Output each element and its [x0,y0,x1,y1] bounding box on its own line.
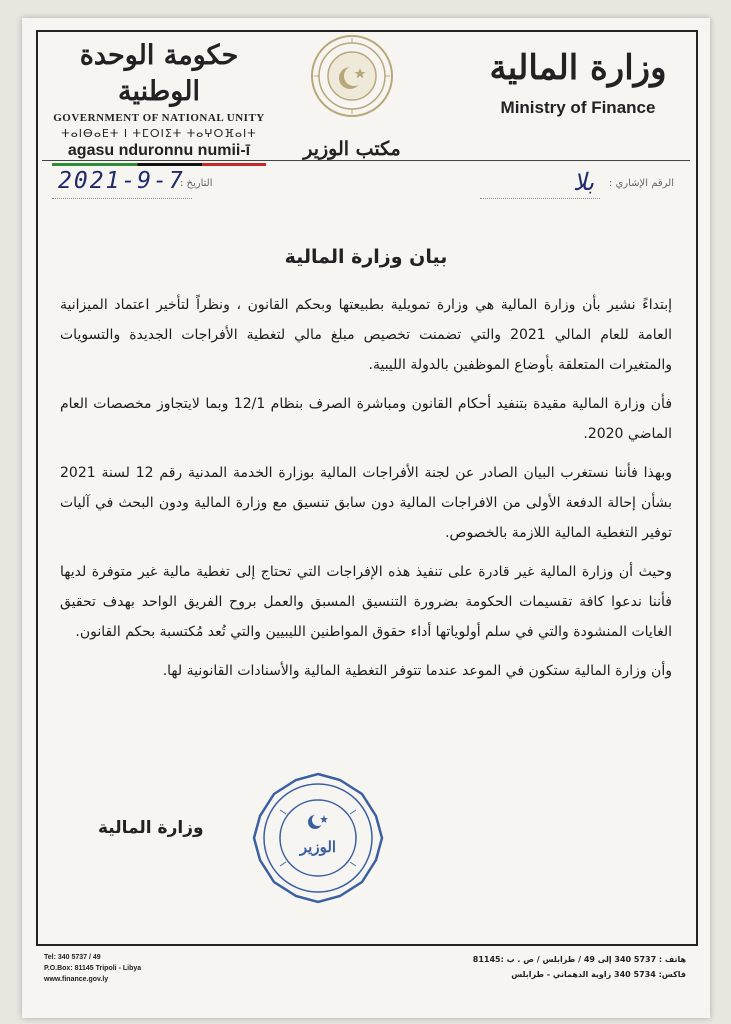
ministry-name-arabic: وزارة المالية [489,48,667,88]
paragraph: وبهذا فأننا نستغرب البيان الصادر عن لجنة الأفراجات المالية بوزارة الخدمة المدنية رقم 12 لسنة 2021 بشأن إحالة الدفعة الأولى من الافراجات المالية دون سابق تنسيق مع وزارة المالية ودون البحث في آليات توفير التغطية المالية اللازمة بالخصوص. [60,465,672,541]
government-name-arabic: حكومة الوحدة الوطنية [79,40,239,107]
footer-phone-arabic: هاتف : 5737 340 إلى 49 / طرابلس / ص . ب :81145 [472,955,686,964]
flag-color-line [52,163,266,166]
paragraph: فأن وزارة المالية مقيدة بتنفيد أحكام القانون ومباشرة الصرف بنظام 12/1 وبما لايتجاوز مخصصات العام الماضي 2020. [60,396,673,442]
reference-number-value: بلا [573,168,594,196]
ministry-header [468,46,688,118]
official-stamp-icon [250,770,386,906]
office-of-minister-label: مكتب الوزير [303,138,401,160]
government-name-tifinagh: ⵜⴰⵏⴱⴰⴹⵜ ⵏ ⵜⵎⵔⵏⵉⵜ ⵜⴰⵖⵔⴼⴰⵏⵜ [61,127,257,140]
stamp-text: الوزير [299,838,337,856]
government-name-english: GOVERNMENT OF NATIONAL UNITY [53,112,265,124]
footer-contact-arabic [473,952,686,982]
footer-contact-english [44,952,141,985]
footer-website: www.finance.gov.ly [44,976,109,983]
signature-ministry: وزارة المالية [98,818,204,838]
paragraph: وأن وزارة المالية ستكون في الموعد عندما تتوفر التغطية المالية والأسنادات القانونية لها. [162,663,672,679]
document-sheet [22,18,710,1018]
reference-number-label: الرقم الإشاري : [608,178,674,189]
date-label: التاريخ : [180,178,213,189]
document-body [60,290,672,695]
document-title: بيان وزارة المالية [284,246,448,268]
paragraph: وحيث أن وزارة المالية غير قادرة على تنفيذ هذه الإفراجات التي تحتاج إلى تغطية مالية غير متوفرة لديها فأننا ندعوا كافة تقسيمات الحكومة بضرورة التنسيق المسبق والعمل بروح الفريق الواحد بهدف تحقيق الغايات المنشودة والتي في سلم أولوياتها أداء حقوق المواطنين الليبيين والتي تُعد مُكتسبة بحكم القانون. [60,564,672,640]
government-name-amazigh: agasu nduronnu numii-ī [67,142,251,159]
date-dotted-line [52,198,192,199]
ministry-name-english: Ministry of Finance [500,98,656,117]
paragraph: إبتداءً نشير بأن وزارة المالية هي وزارة تمويلية بطبيعتها وبحكم القانون ، ونظراً لتأخير اعتماد الميزانية العامة للعام المالي 2021 والتي تضمنت تخصيص مبلغ مالي لتغطية الأفراجات الجديدة والتسويات والمتغيرات المتعلقة بأوضاع الموظفين بالدولة الليبية. [60,297,672,373]
government-header [44,38,274,166]
footer-phone: Tel: 340 5737 / 49 [44,954,101,961]
footer-pobox: P.O.Box: 81145 Tripoli - Libya [44,965,142,972]
date-value: 2021-9-7 [58,168,185,194]
footer-fax-arabic: فاكس: 5734 340 زاوية الدهماني - طرابلس [511,970,686,979]
reference-dotted-line [480,198,600,199]
state-emblem-icon [310,34,394,118]
header-divider [42,160,690,161]
